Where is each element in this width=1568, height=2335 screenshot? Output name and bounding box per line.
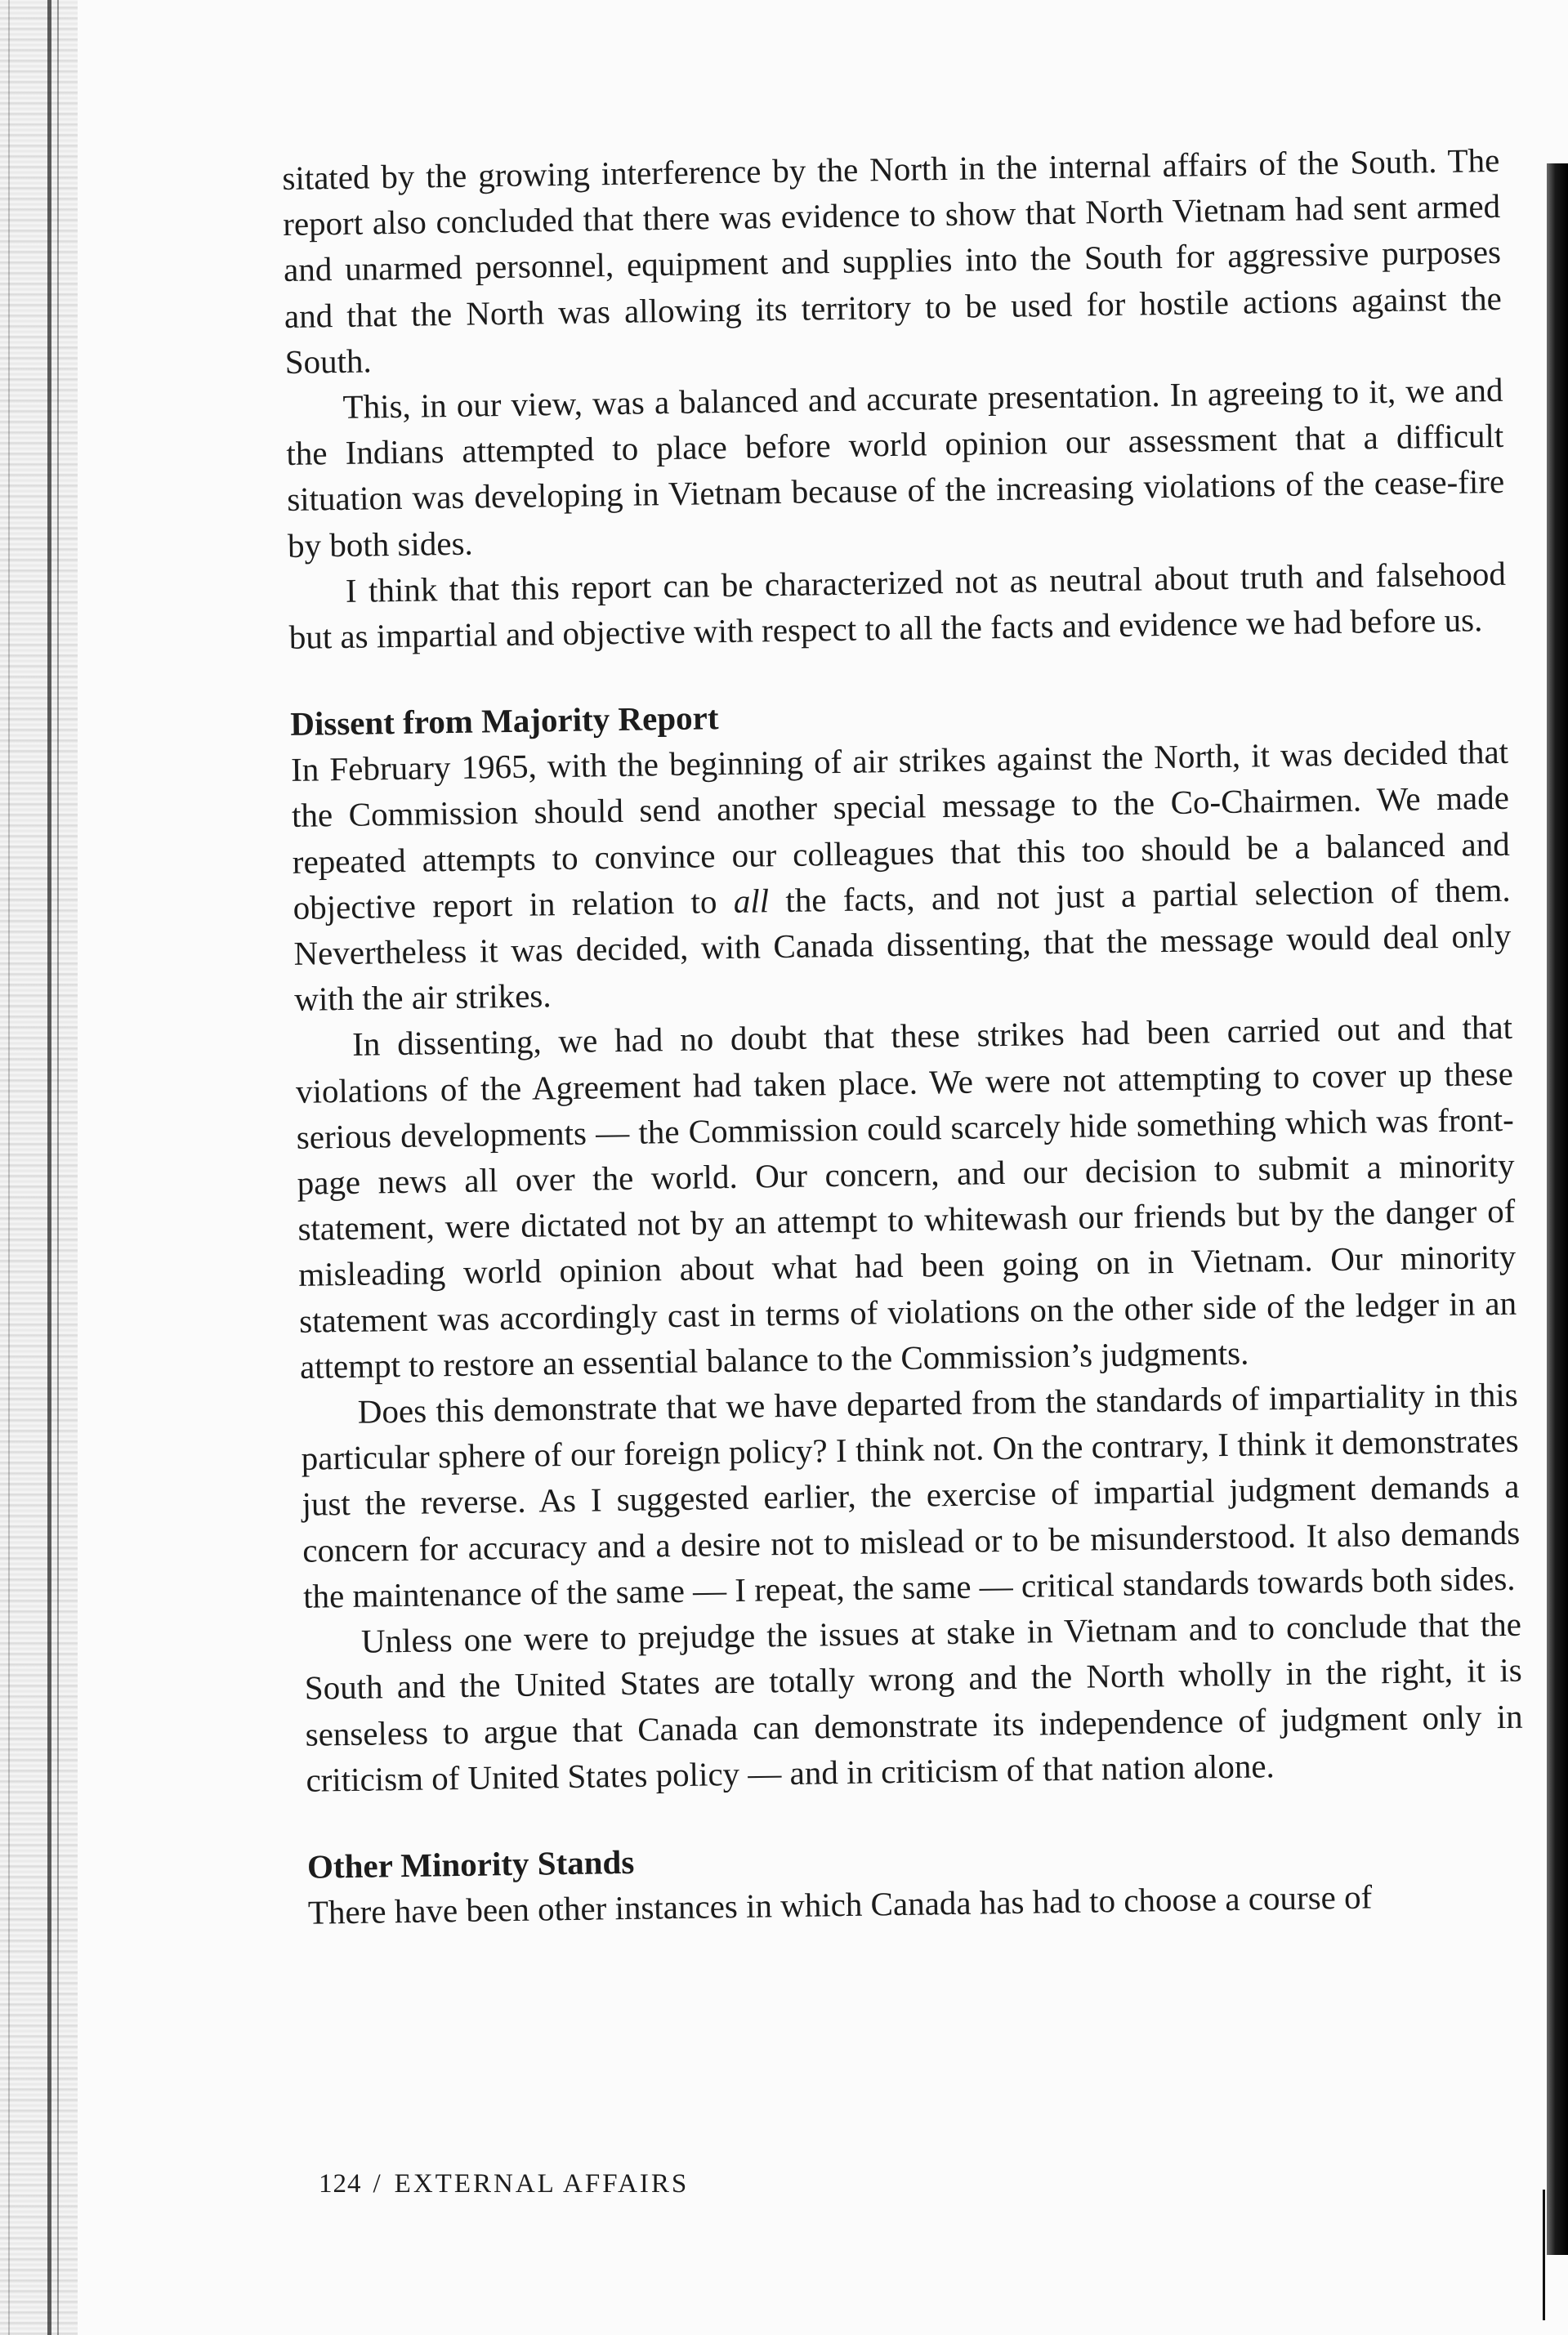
scan-edge <box>1543 2190 1545 2320</box>
paragraph <box>291 729 1512 1022</box>
binding-line <box>47 0 51 2335</box>
paragraph: sitated by the growing interference by the North in the internal affairs of the South. The report also concluded that there was evidence to show that North Vietnam had sent armed and unarmed personnel, equipment and supplies into the South for aggressive purposes and that the North was allowing its territory to be used for hostile actions against the South. <box>282 141 1503 381</box>
paragraph: There have been other instances in which Canada has had to choose a course of <box>307 1877 1373 1931</box>
section-heading-dissent: Dissent from Majority Report <box>289 699 719 743</box>
paragraph: Unless one were to prejudge the issues at stake in Vietnam and to conclude that the South and the United States are totally wrong and the North wholly in the right, it is senseless to argue that Canada can demonstrate its independence of judgment only in criticism of United States policy — and in criticism of that nation alone. <box>304 1605 1523 1799</box>
binding-line <box>57 0 59 2335</box>
binding-gutter <box>0 0 78 2335</box>
paragraph: In dissenting, we had no doubt that these strikes had been carried out and that violations of the Agreement had taken place. We were not attempting to cover up these serious developments — the Commission could scarcely hide something which was front-page news all over the world. Our concern, and our decision to submit a minority statement, were dictated not by an attempt to whitewash our friends but by the danger of misleading world opinion about what had been going on in Vietnam. Our minority statement was accordingly cast in terms of violations on the other side of the ledger in an attempt to restore an essential balance to the Commission’s judgments. <box>295 1008 1517 1386</box>
page-footer <box>319 2169 689 2199</box>
paragraph: I think that this report can be characterized not as neutral about truth and falsehood but as impartial and objective with respect to all the facts and evidence we had before us. <box>288 554 1507 656</box>
italic-emphasis: all <box>733 882 770 920</box>
text-run: the facts, and not just a partial selection of them. Nevertheless it was decided, with Canada dissenting, that the message would deal only with the air strikes. <box>293 870 1512 1019</box>
publication-name: EXTERNAL AFFAIRS <box>394 2169 690 2199</box>
footer-separator: / <box>373 2169 383 2199</box>
paragraph: Does this demonstrate that we have departed from the standards of impartiality in this particular sphere of our foreign policy? I think not. On the contrary, I think it demonstrates just the reverse. As I suggested earlier, the exercise of impartial judgment demands a concern for accuracy and a desire not to mislead or to be misunderstood. It also demands the maintenance of the same — I repeat, the same — critical standards towards both sides. <box>301 1375 1521 1615</box>
paragraph: This, in our view, was a balanced and accurate presentation. In agreeing to it, we and the Indians attempted to place before world opinion our assessment that a difficult situation was developing in Vietnam because of the increasing violations of the cease-fire by both sides. <box>286 370 1505 565</box>
scan-edge <box>1547 163 1568 2255</box>
page-number: 124 <box>319 2169 362 2199</box>
section-heading-other: Other Minority Stands <box>306 1842 635 1886</box>
article-body <box>282 137 1526 1935</box>
text-run: In February 1965, with the beginning of air strikes against the North, it was decided that the Commission should send another special message to the Co-Chairmen. We made repeated attempts to convince our colleagues that this too should be a balanced and objective report in relation to <box>290 733 1511 926</box>
binding-line <box>8 0 10 2335</box>
